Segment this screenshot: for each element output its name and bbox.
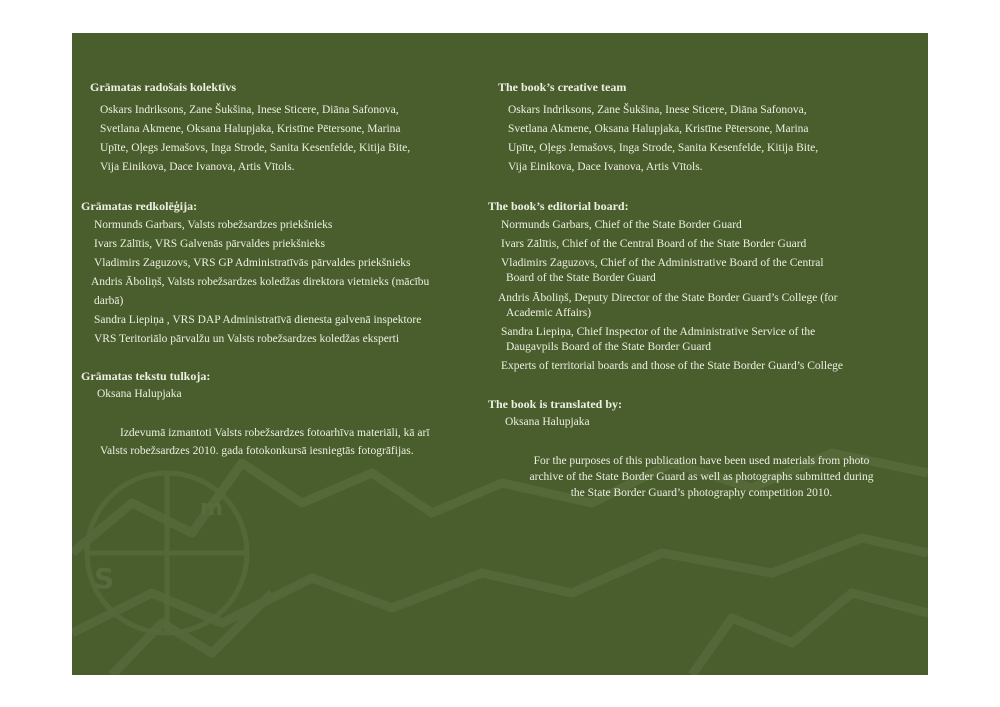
board-item-lv: Ivars Zālītis, VRS Galvenās pārvaldes priekšnieks <box>94 238 326 250</box>
note-line-lv: Valsts robežsardzes 2010. gada fotokonkursā iesniegtās fotogrāfijas. <box>100 445 414 457</box>
note-line-en: For the purposes of this publication have been used materials from photo <box>533 455 870 467</box>
team-line: Svetlana Akmene, Oksana Halupjaka, Kristīne Pētersone, Marina <box>100 123 401 135</box>
document-page <box>72 33 928 675</box>
board-heading-en: The book’s editorial board: <box>488 199 629 213</box>
team-list-lv <box>100 101 410 177</box>
team-line: Svetlana Akmene, Oksana Halupjaka, Kristīne Pētersone, Marina <box>508 123 809 135</box>
board-item-en-cont: Academic Affairs) <box>506 307 592 319</box>
board-item-en: Ivars Zālītis, Chief of the Central Board of the State Border Guard <box>501 238 807 250</box>
translator-name-lv: Oksana Halupjaka <box>97 388 182 400</box>
team-heading-lv: Grāmatas radošais kolektīvs <box>90 80 237 94</box>
translator-heading-lv: Grāmatas tekstu tulkoja: <box>81 369 211 383</box>
board-item-en: Andris Āboliņš, Deputy Director of the State Border Guard’s College (for <box>498 292 838 304</box>
team-line: Vija Einikova, Dace Ivanova, Artis Vītols. <box>508 161 703 173</box>
team-list-en <box>508 101 818 177</box>
team-line: Oskars Indriksons, Zane Šukšina, Inese Sticere, Diāna Safonova, <box>100 104 399 116</box>
note-line-lv: Izdevumā izmantoti Valsts robežsardzes fotoarhīva materiāli, kā arī <box>120 427 430 439</box>
team-line: Vija Einikova, Dace Ivanova, Artis Vītols. <box>100 161 295 173</box>
translator-name-en: Oksana Halupjaka <box>505 416 590 428</box>
note-line-en: the State Border Guard’s photography competition 2010. <box>570 487 833 499</box>
board-item-lv-cont: darbā) <box>94 295 124 307</box>
board-item-en: Sandra Liepiņa, Chief Inspector of the Administrative Service of the <box>501 326 816 338</box>
board-item-en-cont: Board of the State Border Guard <box>506 272 656 284</box>
team-line: Oskars Indriksons, Zane Šukšina, Inese Sticere, Diāna Safonova, <box>508 104 807 116</box>
board-item-lv: VRS Teritoriālo pārvalžu un Valsts robežsardzes koledžas eksperti <box>94 333 400 345</box>
note-line-en: archive of the State Border Guard as well as photographs submitted during <box>529 471 874 483</box>
board-item-en: Vladimirs Zaguzovs, Chief of the Administrative Board of the Central <box>501 257 824 269</box>
watermark-scale-mark: m <box>200 496 223 521</box>
board-item-lv: Vladimirs Zaguzovs, VRS GP Administratīvās pārvaldes priekšnieks <box>94 257 411 269</box>
board-heading-lv: Grāmatas redkolēģija: <box>81 199 198 213</box>
board-item-lv: Andris Āboliņš, Valsts robežsardzes koledžas direktora vietnieks (mācību <box>91 276 430 288</box>
team-line: Upīte, Oļegs Jemašovs, Inga Strode, Sanita Kesenfelde, Kitija Bite, <box>508 142 819 154</box>
translator-heading-en: The book is translated by: <box>488 397 623 411</box>
board-item-en: Experts of territorial boards and those of the State Border Guard’s College <box>501 360 844 372</box>
team-heading-en: The book’s creative team <box>498 80 627 94</box>
board-item-lv: Normunds Garbars, Valsts robežsardzes priekšnieks <box>94 219 333 231</box>
board-item-en: Normunds Garbars, Chief of the State Border Guard <box>501 219 742 231</box>
board-item-en-cont: Daugavpils Board of the State Border Guard <box>506 341 712 353</box>
team-line: Upīte, Oļegs Jemašovs, Inga Strode, Sanita Kesenfelde, Kitija Bite, <box>100 142 411 154</box>
watermark-compass-letter: S <box>94 562 115 595</box>
board-item-lv: Sandra Liepiņa , VRS DAP Administratīvā dienesta galvenā inspektore <box>94 314 422 326</box>
